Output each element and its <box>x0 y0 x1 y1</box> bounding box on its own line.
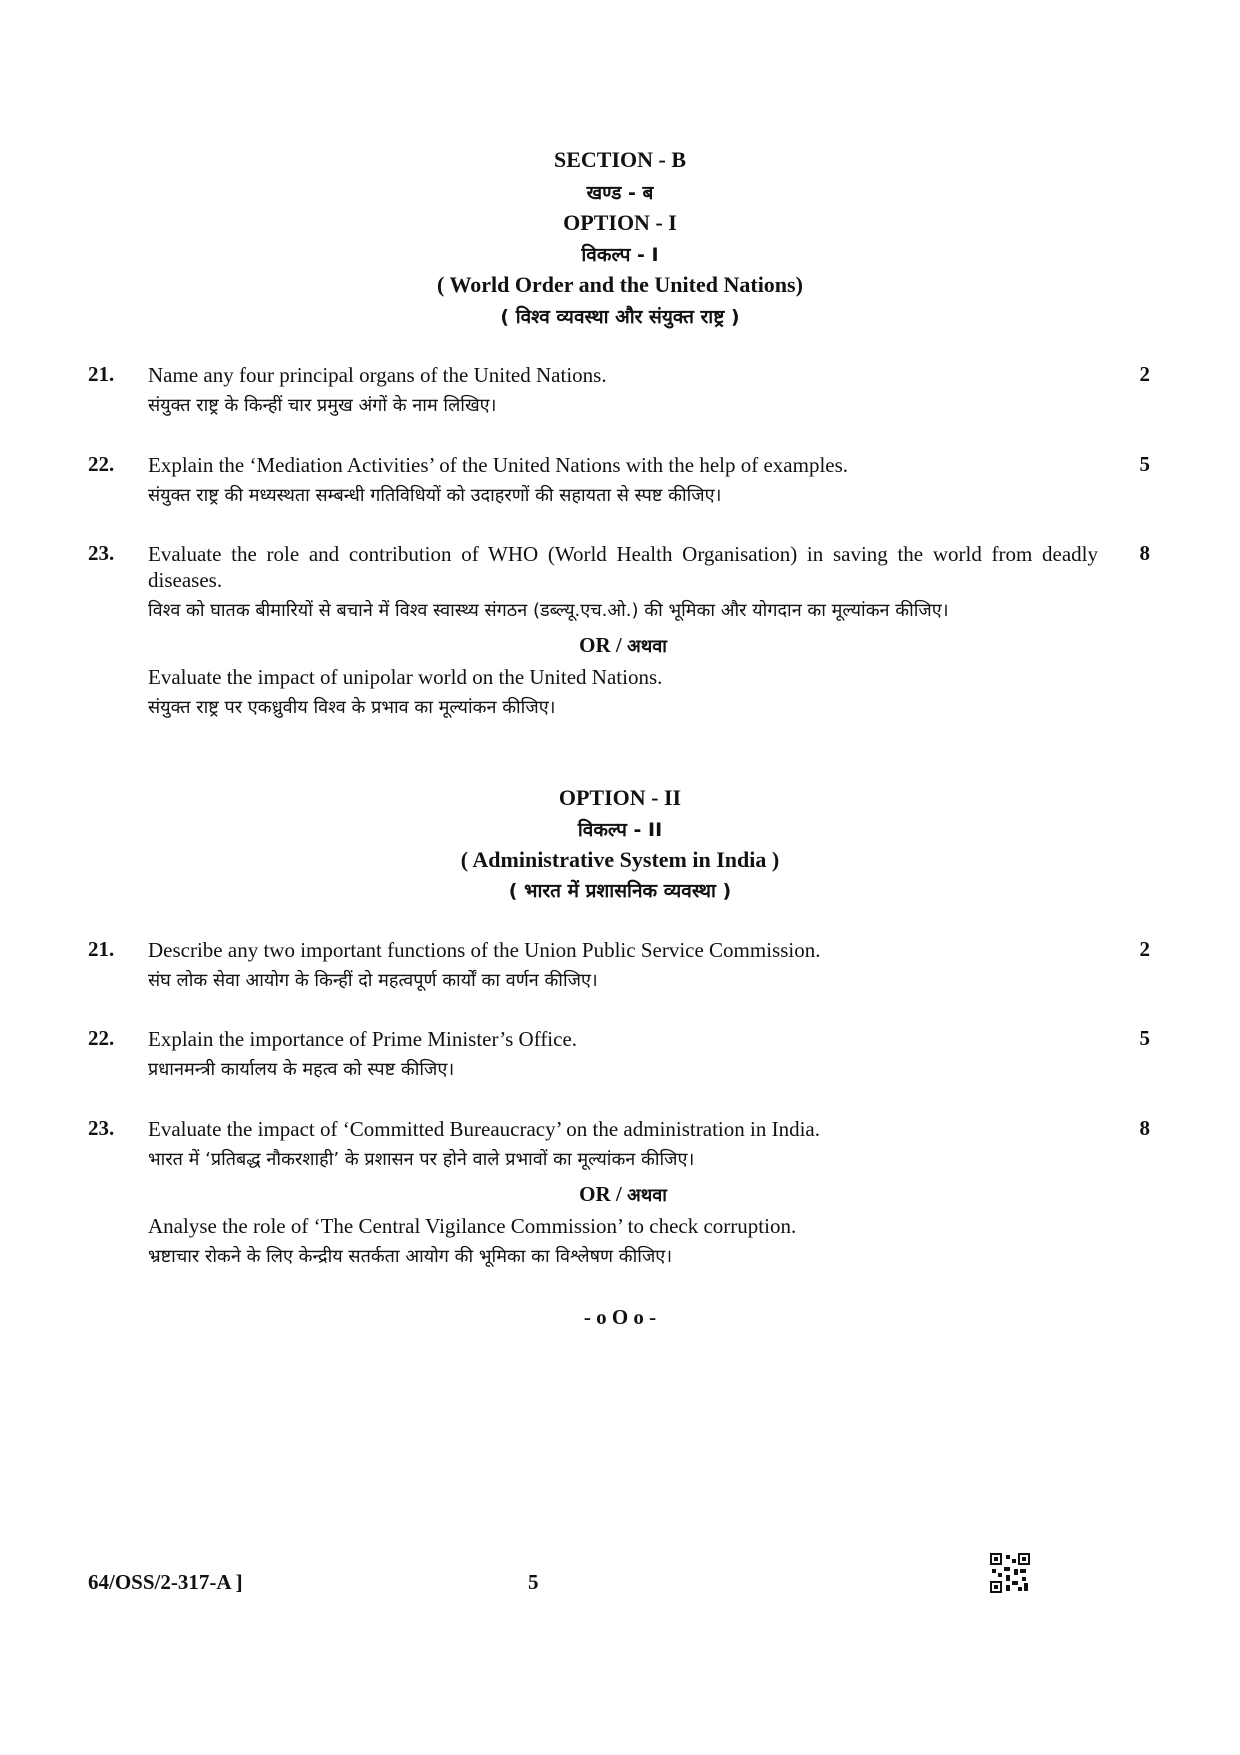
or-label: OR / <box>579 633 622 657</box>
question-text-hindi: संघ लोक सेवा आयोग के किन्हीं दो महत्वपूर्ण कार्यों का वर्णन कीजिए। <box>148 970 598 991</box>
end-of-paper-mark: - o O o - <box>583 1305 657 1329</box>
question-text-hindi: संयुक्त राष्ट्र के किन्हीं चार प्रमुख अंगों के नाम लिखिए। <box>148 395 497 416</box>
or-label: OR / <box>579 1182 622 1206</box>
or-label-hindi: अथवा <box>626 636 667 657</box>
or-divider <box>148 1181 1098 1209</box>
or-divider <box>148 632 1098 660</box>
question-number: 22. <box>88 1026 115 1050</box>
section-title: SECTION - B <box>553 147 687 172</box>
alternative-question-text: Evaluate the impact of unipolar world on the United Nations. <box>148 665 663 689</box>
qr-code-icon <box>990 1553 1030 1593</box>
alternative-question-text-hindi: संयुक्त राष्ट्र पर एकध्रुवीय विश्व के प्रभाव का मूल्यांकन कीजिए। <box>148 697 556 718</box>
question-text: Explain the ‘Mediation Activities’ of the United Nations with the help of examples. <box>148 453 849 477</box>
option-1-title: OPTION - I <box>563 210 677 235</box>
question-marks: 5 <box>1139 452 1150 476</box>
question-marks: 2 <box>1139 362 1150 386</box>
question-number: 21. <box>88 362 115 386</box>
question-number: 23. <box>88 541 115 565</box>
question-marks: 2 <box>1139 937 1150 961</box>
alternative-question-text-hindi: भ्रष्टाचार रोकने के लिए केन्द्रीय सतर्कता आयोग की भूमिका का विश्लेषण कीजिए। <box>148 1246 673 1267</box>
question-text: Describe any two important functions of the Union Public Service Commission. <box>148 938 821 962</box>
option-1-title-hindi: विकल्प - I <box>581 244 659 266</box>
question-text: Explain the importance of Prime Minister’s Office. <box>148 1027 578 1051</box>
alternative-question-text: Analyse the role of ‘The Central Vigilance Commission’ to check corruption. <box>148 1214 797 1238</box>
option-2-title: OPTION - II <box>558 785 682 810</box>
option-2-subject: ( Administrative System in India ) <box>460 847 780 872</box>
question-text-hindi: विश्व को घातक बीमारियों से बचाने में विश्व स्वास्थ्य संगठन (डब्ल्यू.एच.ओ.) की भूमिका और योगदान का मूल्यांकन कीजिए। <box>148 600 949 621</box>
question-text: Name any four principal organs of the United Nations. <box>148 363 607 387</box>
option-1-subject: ( World Order and the United Nations) <box>437 272 803 297</box>
question-text-hindi: प्रधानमन्त्री कार्यालय के महत्व को स्पष्ट कीजिए। <box>148 1059 455 1080</box>
question-text-hindi: भारत में ‘प्रतिबद्ध नौकरशाही’ के प्रशासन पर होने वाले प्रभावों का मूल्यांकन कीजिए। <box>148 1149 695 1170</box>
question-marks: 5 <box>1139 1026 1150 1050</box>
page-number: 5 <box>528 1570 539 1594</box>
question-marks: 8 <box>1139 541 1150 565</box>
question-text-hindi: संयुक्त राष्ट्र की मध्यस्थता सम्बन्धी गतिविधियों को उदाहरणों की सहायता से स्पष्ट कीजिए। <box>148 485 722 506</box>
question-number: 23. <box>88 1116 115 1140</box>
question-text: Evaluate the role and contribution of WHO (World Health Organisation) in saving the world from deadly diseases. <box>148 542 1098 592</box>
question-number: 22. <box>88 452 115 476</box>
question-text: Evaluate the impact of ‘Committed Bureaucracy’ on the administration in India. <box>148 1117 820 1141</box>
paper-code: 64/OSS/2-317-A ] <box>88 1570 243 1594</box>
section-title-hindi: खण्ड - ब <box>586 182 654 204</box>
question-marks: 8 <box>1139 1116 1150 1140</box>
option-1-subject-hindi: ( विश्व व्यवस्था और संयुक्त राष्ट्र ) <box>500 306 740 328</box>
option-2-subject-hindi: ( भारत में प्रशासनिक व्यवस्था ) <box>508 880 732 902</box>
question-number: 21. <box>88 937 115 961</box>
option-2-title-hindi: विकल्प - II <box>577 819 663 841</box>
or-label-hindi: अथवा <box>626 1185 667 1206</box>
